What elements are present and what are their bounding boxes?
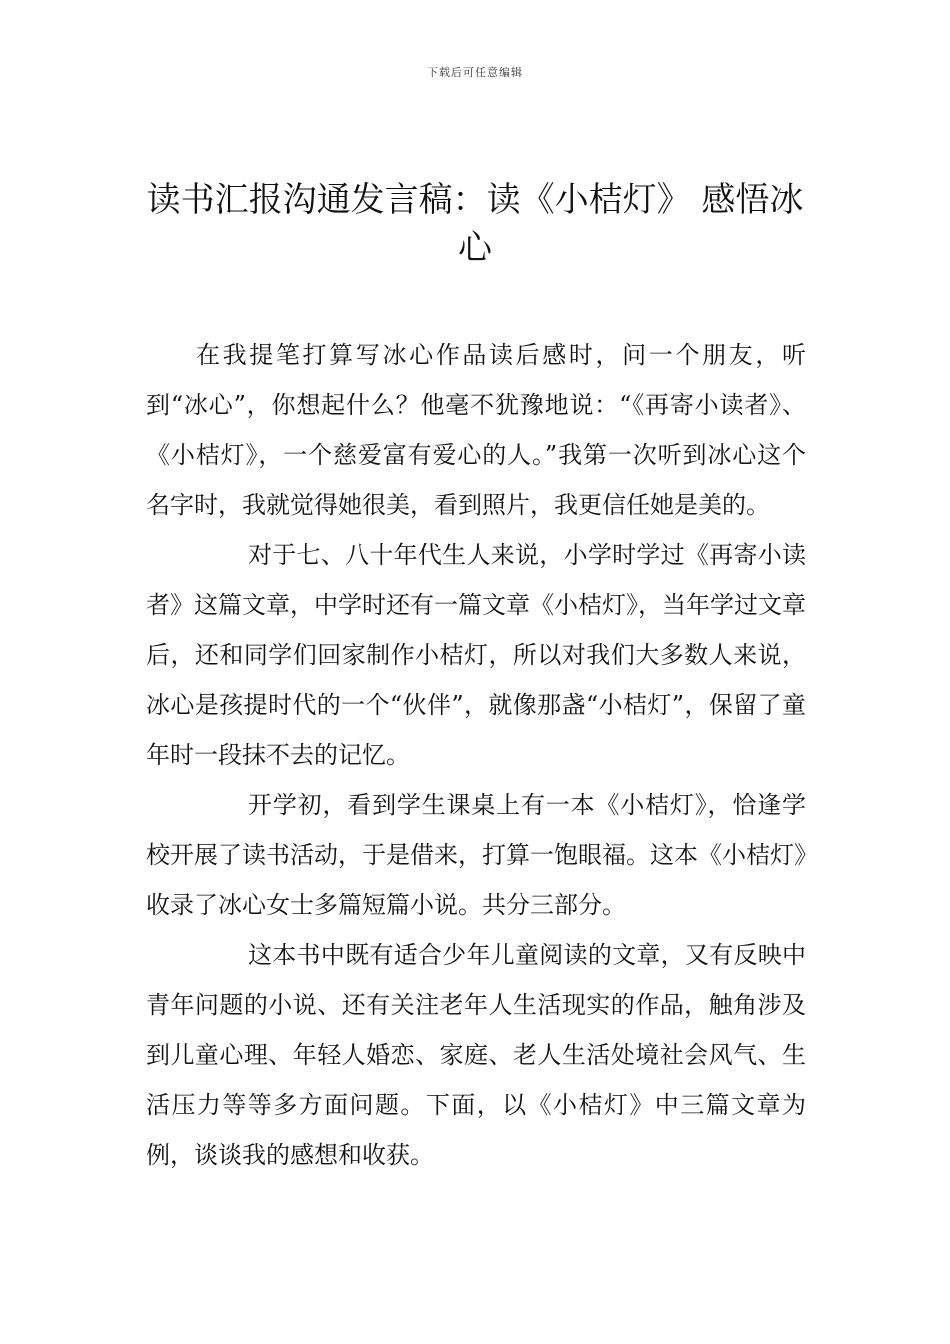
- document-body: [146, 330, 806, 1180]
- header-note: 下载后可任意编辑: [427, 66, 523, 79]
- paragraph-3: 开学初，看到学生课桌上有一本《小桔灯》，恰逢学校开展了读书活动，于是借来，打算一饱眼福。这本《小桔灯》收录了冰心女士多篇短篇小说。共分三部分。: [146, 791, 806, 919]
- paragraph-1: 在我提笔打算写冰心作品读后感时，问一个朋友，听到“冰心”，你想起什么？他毫不犹豫地说：“《再寄小读者》、《小桔灯》，一个慈爱富有爱心的人。”我第一次听到冰心这个名字时，我就觉得她很美，看到照片，我更信任她是美的。: [146, 341, 806, 519]
- document-title: 读书汇报沟通发言稿：读《小桔灯》 感悟冰心: [146, 180, 804, 268]
- paragraph-2: 对于七、八十年代生人来说，小学时学过《再寄小读者》这篇文章，中学时还有一篇文章《小桔灯》，当年学过文章后，还和同学们回家制作小桔灯，所以对我们大多数人来说，冰心是孩提时代的一个“伙伴”，就像那盏“小桔灯”，保留了童年时一段抹不去的记忆。: [146, 541, 806, 769]
- paragraph-4: 这本书中既有适合少年儿童阅读的文章，又有反映中青年问题的小说、还有关注老年人生活现实的作品，触角涉及到儿童心理、年轻人婚恋、家庭、老人生活处境社会风气、生活压力等等多方面问题。下面，以《小桔灯》中三篇文章为例，谈谈我的感想和收获。: [146, 941, 806, 1169]
